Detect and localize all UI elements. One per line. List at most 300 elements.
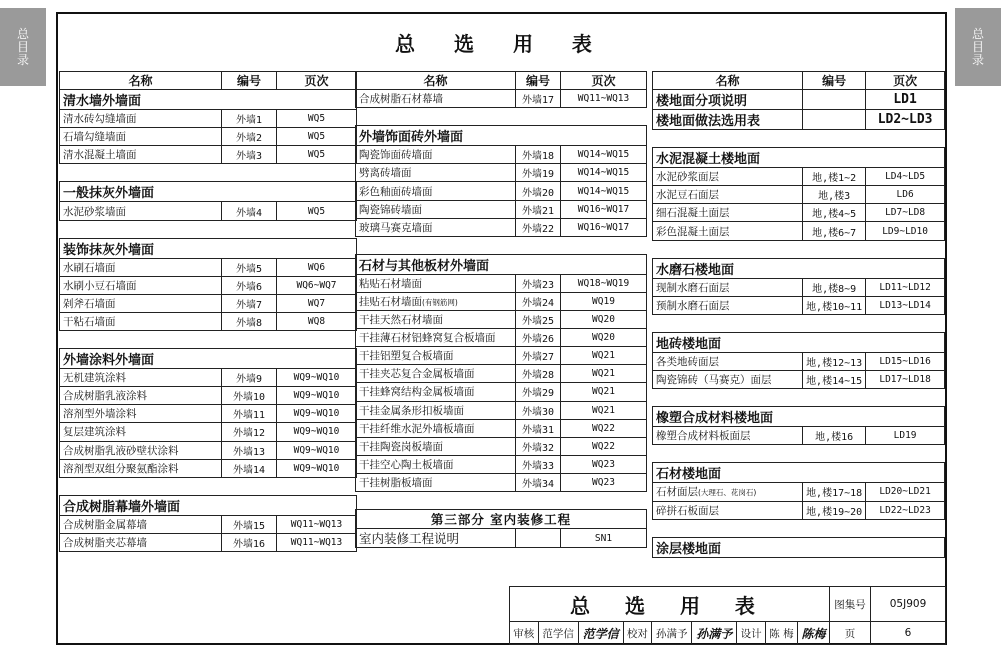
item-page: WQ19 xyxy=(561,292,647,310)
blank-row xyxy=(356,236,647,254)
table-row xyxy=(60,369,357,387)
item-name xyxy=(60,146,222,164)
item-name-text: 干挂薄石材铝蜂窝复合板墙面 xyxy=(359,332,496,345)
item-code: 外墙18 xyxy=(516,146,561,164)
item-name xyxy=(60,202,222,220)
item-name xyxy=(60,128,222,146)
item-page: LD22~LD23 xyxy=(866,501,945,519)
title-block xyxy=(509,586,946,645)
item-code: 外墙1 xyxy=(222,110,277,128)
index-table-3 xyxy=(652,71,945,558)
table-header-row xyxy=(653,72,945,90)
item-code xyxy=(516,529,561,548)
blank-row xyxy=(356,491,647,509)
section-heading: 装饰抹灰外墙面 xyxy=(60,238,357,258)
item-code: 地,楼1~2 xyxy=(803,168,866,186)
item-name xyxy=(60,423,222,441)
item-name-text: 干挂纤维水泥外墙板墙面 xyxy=(359,422,475,435)
table-row xyxy=(60,441,357,459)
item-page: LD19 xyxy=(866,427,945,445)
item-code: 外墙24 xyxy=(516,292,561,310)
section-heading-row xyxy=(653,148,945,168)
item-code: 外墙4 xyxy=(222,202,277,220)
item-code: 外墙27 xyxy=(516,347,561,365)
blank-row xyxy=(60,331,357,349)
checker-name: 孙满予 xyxy=(652,622,692,645)
side-tab-right: 总目录 xyxy=(955,8,1001,86)
item-code: 外墙32 xyxy=(516,437,561,455)
item-name-text: 干挂陶瓷岗板墙面 xyxy=(359,440,443,453)
table-row xyxy=(60,258,357,276)
item-page: WQ14~WQ15 xyxy=(561,164,647,182)
table-row xyxy=(356,311,647,329)
item-code: 外墙30 xyxy=(516,401,561,419)
item-code: 外墙28 xyxy=(516,365,561,383)
table-row xyxy=(653,483,945,501)
table-row xyxy=(60,423,357,441)
item-name-text: 干挂铝塑复合板墙面 xyxy=(359,350,454,363)
item-code: 外墙22 xyxy=(516,218,561,236)
table-row xyxy=(60,110,357,128)
blank-cell xyxy=(653,445,945,463)
item-code: 外墙7 xyxy=(222,294,277,312)
header-name: 名称 xyxy=(653,72,803,90)
blank-row xyxy=(653,240,945,258)
table-row xyxy=(356,164,647,182)
table-row xyxy=(60,459,357,477)
section-heading-row xyxy=(653,332,945,352)
table-row xyxy=(60,146,357,164)
item-name xyxy=(356,292,516,310)
item-page: WQ21 xyxy=(561,401,647,419)
item-name xyxy=(356,329,516,347)
item-name-text: 干粘石墙面 xyxy=(63,315,116,328)
item-name-text: 合成树脂金属幕墙 xyxy=(63,518,147,531)
item-name xyxy=(653,186,803,204)
item-name xyxy=(653,427,803,445)
table-row xyxy=(356,365,647,383)
side-tab-left: 总目录 xyxy=(0,8,46,86)
item-page: WQ22 xyxy=(561,419,647,437)
item-code: 地,楼16 xyxy=(803,427,866,445)
item-code: 外墙21 xyxy=(516,200,561,218)
item-page: WQ6 xyxy=(277,258,357,276)
section-heading-row xyxy=(60,349,357,369)
item-name xyxy=(60,312,222,330)
blank-cell xyxy=(356,108,647,126)
item-page: WQ20 xyxy=(561,329,647,347)
item-page: WQ5 xyxy=(277,146,357,164)
item-name-text: 溶剂型外墙涂料 xyxy=(63,408,137,421)
item-code: 外墙6 xyxy=(222,276,277,294)
section-heading: 水泥混凝土楼地面 xyxy=(653,148,945,168)
item-code xyxy=(803,110,866,130)
reviewer-signature: 范学信 xyxy=(578,622,623,645)
header-code: 编号 xyxy=(803,72,866,90)
item-page: LD13~LD14 xyxy=(866,296,945,314)
checker-signature: 孙满予 xyxy=(692,622,737,645)
item-page: WQ7 xyxy=(277,294,357,312)
item-name xyxy=(60,387,222,405)
item-page: WQ9~WQ10 xyxy=(277,459,357,477)
item-name xyxy=(356,164,516,182)
item-name-text: 陶瓷锦砖墙面 xyxy=(359,203,422,216)
item-name-text: 室内装修工程说明 xyxy=(359,531,460,547)
item-code: 外墙26 xyxy=(516,329,561,347)
item-name xyxy=(356,437,516,455)
item-page: LD7~LD8 xyxy=(866,204,945,222)
title-block-title: 总 选 用 表 xyxy=(510,587,830,622)
item-page: WQ21 xyxy=(561,365,647,383)
blank-row xyxy=(653,389,945,407)
section-heading-row xyxy=(60,90,357,110)
item-page: WQ5 xyxy=(277,202,357,220)
item-name xyxy=(356,347,516,365)
designer-signature: 陈梅 xyxy=(798,622,830,645)
table-row xyxy=(653,352,945,370)
item-name-text: 清水混凝土墙面 xyxy=(63,149,137,162)
item-name xyxy=(356,182,516,200)
header-page: 页次 xyxy=(277,72,357,90)
item-page: WQ6~WQ7 xyxy=(277,276,357,294)
item-name-text: 干挂金属条形扣板墙面 xyxy=(359,404,464,417)
table-row xyxy=(60,387,357,405)
table-row xyxy=(356,401,647,419)
item-name xyxy=(653,352,803,370)
table-row xyxy=(356,200,647,218)
item-name-text: 陶瓷锦砖（马赛克）面层 xyxy=(656,374,772,387)
header-code: 编号 xyxy=(516,72,561,90)
item-page: WQ14~WQ15 xyxy=(561,182,647,200)
page-title: 总 选 用 表 xyxy=(395,32,608,56)
header-page: 页次 xyxy=(561,72,647,90)
item-page: WQ9~WQ10 xyxy=(277,369,357,387)
item-page: WQ23 xyxy=(561,473,647,491)
header-page: 页次 xyxy=(866,72,945,90)
part-heading-row xyxy=(356,510,647,529)
table-row xyxy=(356,383,647,401)
item-code: 外墙29 xyxy=(516,383,561,401)
blank-cell xyxy=(60,220,357,238)
item-code: 外墙31 xyxy=(516,419,561,437)
index-table-2 xyxy=(355,71,647,548)
item-page: WQ21 xyxy=(561,383,647,401)
table-row xyxy=(653,204,945,222)
item-name-text: 细石混凝土面层 xyxy=(656,207,730,220)
section-heading-row xyxy=(653,463,945,483)
section-heading: 外墙饰面砖外墙面 xyxy=(356,126,647,146)
item-name xyxy=(356,311,516,329)
table-row xyxy=(653,222,945,240)
item-code: 地,楼17~18 xyxy=(803,483,866,501)
table-header-row xyxy=(60,72,357,90)
item-page: SN1 xyxy=(561,529,647,548)
item-name xyxy=(60,515,222,533)
blank-cell xyxy=(356,491,647,509)
item-name-text: 各类地砖面层 xyxy=(656,355,719,368)
item-code: 外墙34 xyxy=(516,473,561,491)
table-row xyxy=(60,294,357,312)
item-name xyxy=(653,204,803,222)
item-name xyxy=(60,369,222,387)
item-name-text: 陶瓷饰面砖墙面 xyxy=(359,149,433,162)
blank-row xyxy=(60,477,357,495)
section-heading-row xyxy=(653,258,945,278)
table-row xyxy=(356,218,647,236)
item-code: 外墙9 xyxy=(222,369,277,387)
item-code: 外墙20 xyxy=(516,182,561,200)
section-heading-row xyxy=(653,537,945,557)
item-name xyxy=(60,258,222,276)
item-name-text: 干挂蜂窝结构金属板墙面 xyxy=(359,386,475,399)
item-page: WQ9~WQ10 xyxy=(277,441,357,459)
item-code: 外墙23 xyxy=(516,274,561,292)
section-heading: 石材楼地面 xyxy=(653,463,945,483)
section-heading-row xyxy=(60,238,357,258)
header-code: 编号 xyxy=(222,72,277,90)
item-name xyxy=(653,483,803,501)
item-name-text: 玻璃马赛克墙面 xyxy=(359,221,433,234)
table-row xyxy=(60,312,357,330)
page-number: 6 xyxy=(871,622,946,645)
item-code: 外墙11 xyxy=(222,405,277,423)
item-page: WQ11~WQ13 xyxy=(277,533,357,551)
item-page: LD6 xyxy=(866,186,945,204)
item-code: 外墙16 xyxy=(222,533,277,551)
item-name-text: 预制水磨石面层 xyxy=(656,299,730,312)
item-code: 外墙19 xyxy=(516,164,561,182)
blank-cell xyxy=(653,389,945,407)
item-page: WQ9~WQ10 xyxy=(277,423,357,441)
item-name xyxy=(356,218,516,236)
table-row xyxy=(60,515,357,533)
blank-row xyxy=(653,314,945,332)
item-name xyxy=(356,274,516,292)
item-name-text: 水泥豆石面层 xyxy=(656,189,719,202)
item-page: WQ5 xyxy=(277,110,357,128)
item-name xyxy=(356,529,516,548)
item-name xyxy=(653,168,803,186)
item-code: 外墙25 xyxy=(516,311,561,329)
item-name-text: 彩色混凝土面层 xyxy=(656,225,730,238)
index-table-1 xyxy=(59,71,357,552)
reviewer-name: 范学信 xyxy=(538,622,578,645)
table-row xyxy=(60,405,357,423)
table-header-row xyxy=(356,72,647,90)
item-code: 外墙15 xyxy=(222,515,277,533)
index-column-3 xyxy=(652,71,945,558)
table-row xyxy=(653,501,945,519)
section-heading: 合成树脂幕墙外墙面 xyxy=(60,495,357,515)
table-row xyxy=(356,90,647,108)
item-page: WQ20 xyxy=(561,311,647,329)
item-name-text: 合成树脂乳液砂壁状涂料 xyxy=(63,444,179,457)
item-code: 地,楼14~15 xyxy=(803,371,866,389)
blank-cell xyxy=(60,331,357,349)
section-heading: 地砖楼地面 xyxy=(653,332,945,352)
table-row xyxy=(356,292,647,310)
designer-name: 陈 梅 xyxy=(765,622,797,645)
item-code: 外墙12 xyxy=(222,423,277,441)
table-row xyxy=(60,128,357,146)
item-name-text: 干挂空心陶土板墙面 xyxy=(359,458,454,471)
item-page: WQ8 xyxy=(277,312,357,330)
design-label: 设计 xyxy=(737,622,766,645)
header-name: 名称 xyxy=(60,72,222,90)
section-heading-row xyxy=(653,90,945,110)
item-code: 外墙13 xyxy=(222,441,277,459)
section-heading: 楼地面做法选用表 xyxy=(653,110,803,130)
item-page: LD15~LD16 xyxy=(866,352,945,370)
item-name-text: 干挂夹芯复合金属板墙面 xyxy=(359,368,475,381)
table-row xyxy=(653,168,945,186)
index-column-2 xyxy=(355,71,647,548)
item-name-text: 清水砖勾缝墙面 xyxy=(63,113,137,126)
blank-cell xyxy=(653,314,945,332)
blank-row xyxy=(60,220,357,238)
table-row xyxy=(653,278,945,296)
table-row xyxy=(356,274,647,292)
item-page: LD1 xyxy=(866,90,945,110)
item-name-text: 挂贴石材墙面 xyxy=(359,295,422,308)
section-heading: 外墙涂料外墙面 xyxy=(60,349,357,369)
item-code: 地,楼8~9 xyxy=(803,278,866,296)
item-name-text: 溶剂型双组分聚氨酯涂料 xyxy=(63,462,179,475)
item-name-text: 现制水磨石面层 xyxy=(656,281,730,294)
item-code xyxy=(803,90,866,110)
blank-row xyxy=(356,108,647,126)
item-name-text: 合成树脂夹芯幕墙 xyxy=(63,536,147,549)
item-name-text: 干挂树脂板墙面 xyxy=(359,476,433,489)
atlas-number: 05J909 xyxy=(871,587,946,622)
table-row xyxy=(653,296,945,314)
item-code: 地,楼4~5 xyxy=(803,204,866,222)
item-code: 地,楼3 xyxy=(803,186,866,204)
table-row xyxy=(356,146,647,164)
item-name xyxy=(356,90,516,108)
item-name xyxy=(356,200,516,218)
item-page: LD20~LD21 xyxy=(866,483,945,501)
item-page: WQ9~WQ10 xyxy=(277,387,357,405)
atlas-label: 图集号 xyxy=(830,587,871,622)
blank-cell xyxy=(653,240,945,258)
item-name-text: 石墙勾缝墙面 xyxy=(63,131,126,144)
item-name xyxy=(356,473,516,491)
drawing-sheet xyxy=(56,12,947,645)
item-page: WQ18~WQ19 xyxy=(561,274,647,292)
page-label: 页 xyxy=(830,622,871,645)
item-page: LD4~LD5 xyxy=(866,168,945,186)
item-name-text: 劈离砖墙面 xyxy=(359,167,412,180)
blank-row xyxy=(653,519,945,537)
table-row xyxy=(60,276,357,294)
item-name-text: 复层建筑涂料 xyxy=(63,426,126,439)
item-code: 外墙33 xyxy=(516,455,561,473)
item-name xyxy=(653,501,803,519)
item-code: 外墙2 xyxy=(222,128,277,146)
item-page: WQ11~WQ13 xyxy=(561,90,647,108)
section-heading: 一般抹灰外墙面 xyxy=(60,182,357,202)
blank-cell xyxy=(60,477,357,495)
table-row xyxy=(356,473,647,491)
item-page: LD17~LD18 xyxy=(866,371,945,389)
item-name-note: (有钢筋网) xyxy=(422,297,458,307)
item-name-text: 碎拼石板面层 xyxy=(656,504,719,517)
item-name xyxy=(356,146,516,164)
section-heading: 水磨石楼地面 xyxy=(653,258,945,278)
item-page: WQ14~WQ15 xyxy=(561,146,647,164)
section-heading: 石材与其他板材外墙面 xyxy=(356,254,647,274)
item-page: LD11~LD12 xyxy=(866,278,945,296)
item-name xyxy=(653,371,803,389)
item-name xyxy=(356,401,516,419)
table-row xyxy=(356,455,647,473)
item-page: WQ22 xyxy=(561,437,647,455)
blank-row xyxy=(60,164,357,182)
item-name-text: 水刷石墙面 xyxy=(63,261,116,274)
item-name-text: 无机建筑涂料 xyxy=(63,372,126,385)
table-row xyxy=(356,437,647,455)
section-heading: 橡塑合成材料楼地面 xyxy=(653,407,945,427)
part-heading: 第三部分 室内装修工程 xyxy=(356,510,647,529)
check-label: 校对 xyxy=(623,622,652,645)
table-row xyxy=(356,419,647,437)
table-row xyxy=(60,202,357,220)
table-row xyxy=(60,533,357,551)
blank-cell xyxy=(60,164,357,182)
item-code: 外墙3 xyxy=(222,146,277,164)
item-name-text: 水泥砂浆面层 xyxy=(656,171,719,184)
table-row xyxy=(356,347,647,365)
item-code: 外墙5 xyxy=(222,258,277,276)
table-row xyxy=(653,371,945,389)
item-name xyxy=(60,459,222,477)
item-name xyxy=(653,296,803,314)
section-heading-row xyxy=(653,110,945,130)
item-code: 外墙10 xyxy=(222,387,277,405)
item-name xyxy=(60,110,222,128)
item-name xyxy=(356,455,516,473)
index-column-1 xyxy=(59,71,357,552)
item-page: WQ16~WQ17 xyxy=(561,218,647,236)
item-page: LD2~LD3 xyxy=(866,110,945,130)
item-name xyxy=(356,365,516,383)
item-name-text: 水刷小豆石墙面 xyxy=(63,279,137,292)
section-heading: 楼地面分项说明 xyxy=(653,90,803,110)
section-heading-row xyxy=(356,126,647,146)
item-name-text: 水泥砂浆墙面 xyxy=(63,205,126,218)
item-name xyxy=(653,278,803,296)
item-name xyxy=(60,294,222,312)
section-heading-row xyxy=(60,182,357,202)
table-row xyxy=(356,182,647,200)
item-name xyxy=(60,276,222,294)
table-row xyxy=(653,427,945,445)
item-name xyxy=(60,441,222,459)
item-code: 地,楼10~11 xyxy=(803,296,866,314)
section-heading: 涂层楼地面 xyxy=(653,537,945,557)
blank-cell xyxy=(653,130,945,148)
section-heading-row xyxy=(356,254,647,274)
item-code: 地,楼19~20 xyxy=(803,501,866,519)
item-name-note: (大理石、花岗石) xyxy=(698,488,757,498)
item-page: WQ5 xyxy=(277,128,357,146)
blank-row xyxy=(653,445,945,463)
section-heading-row xyxy=(60,495,357,515)
item-page: WQ9~WQ10 xyxy=(277,405,357,423)
item-name-text: 剁斧石墙面 xyxy=(63,297,116,310)
item-name-text: 合成树脂乳液涂料 xyxy=(63,390,147,403)
